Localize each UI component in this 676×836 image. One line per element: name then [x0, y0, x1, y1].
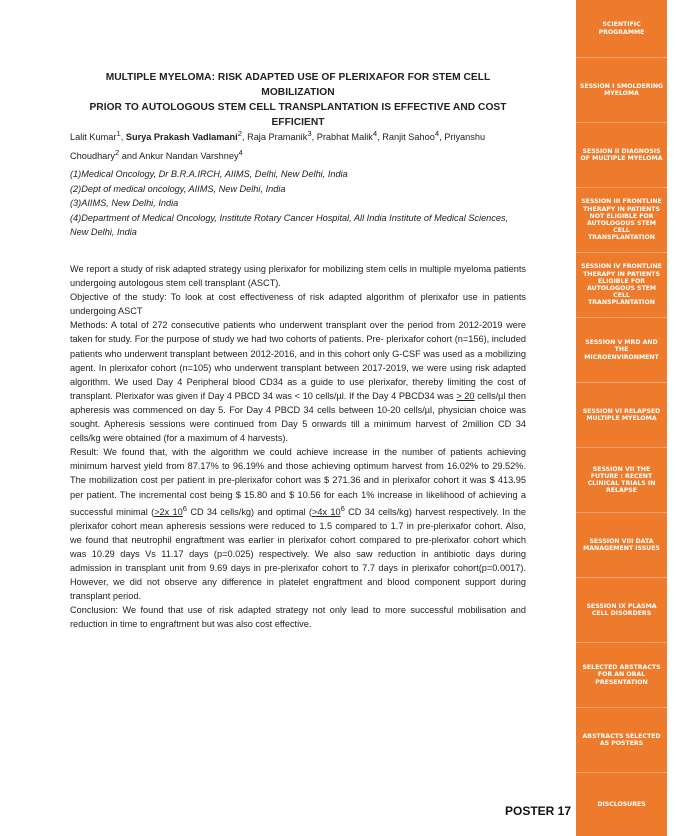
affiliation: (4)Department of Medical Oncology, Institute Rotary Cancer Hospital, All India Institute of Medical Sciences, New Delhi, India — [70, 212, 509, 238]
result-text: CD 34 cells/kg) and optimal ( — [187, 506, 312, 517]
sidebar-item-session-2[interactable] — [576, 123, 667, 188]
result-text: CD 34 cells/kg) harvest respectively. In the plerixafor cohort mean apheresis sessions were reduced to 1.5 compared to 1.7 in pre-plerixafor cohort. Also, we found that neutrophil engraftment was earlier in plerixafor cohort compared to pre-plerixafor cohort which was 10.29 days Vs 11.17 days (p=0.025) respectively. We also saw reduction in antibiotic days during admission in transplant unit from 9.69 days in pre-plerixafor cohort to 7.7 days in plerixafor cohort(p=0.0017). However, we did not observe any difference in platelet engraftment and blood component support during transplant period. — [70, 506, 527, 602]
author-separator: , — [377, 132, 383, 143]
sidebar-item-label: SESSION II DIAGNOSIS OF MULTIPLE MYELOMA — [580, 147, 663, 162]
author-separator: and — [119, 151, 140, 162]
sidebar-item-label: ABSTRACTS SELECTED AS POSTERS — [582, 732, 661, 747]
author-name-presenting: Surya Prakash Vadlamani — [125, 132, 238, 143]
sidebar-item-label: SESSION IX PLASMA CELL DISORDERS — [586, 602, 657, 617]
abstract-title — [70, 70, 526, 130]
author-name: Priyanshu Choudhary — [70, 132, 486, 162]
sidebar-item-label: SESSION IV FRONTLINE THERAPY IN PATIENTS ELIGIBLE FOR AUTOLOGOUS STEM CELL TRANSPLANTATION — [581, 263, 662, 307]
methods-threshold: > 20 — [456, 390, 475, 401]
sidebar-item-label: SESSION I SMOLDERING MYELOMA — [579, 82, 664, 97]
author-name: Ranjit Sahoo — [382, 132, 435, 143]
result-optimal-threshold: >4x 10 — [311, 506, 341, 517]
sidebar-item-session-4[interactable] — [576, 253, 667, 318]
author-name: Lalit Kumar — [70, 132, 117, 143]
section-sidebar — [576, 0, 667, 836]
abstract-body — [70, 262, 526, 632]
methods-text: Methods: A total of 272 consecutive patients who underwent transplant over the period from 2012-2019 were taken for study. For the purpose of study we had two cohorts of patients. Pre- plerixafor cohort (n=156), included patients who underwent transplant between 2012-2016, and in this cohort only G-CSF was used as a mobilizing agent. In plerixafor cohort (n=105) who underwent transplant between 2017-2019, we were using risk adapted algorithm. We used Day 4 Peripheral blood CD34 as a guide to use plerixafor, thereby limiting the cost of transplant. Plerixafor was given if Day 4 PBCD 34 was < 10 cells/µl. If the Day 4 PBCD34 was — [70, 320, 526, 401]
affiliation: (2)Dept of medical oncology, AIIMS, New Delhi, India — [70, 183, 286, 194]
sidebar-item-label: DISCLOSURES — [597, 800, 646, 808]
methods-paragraph — [70, 318, 526, 445]
result-exponent: 6 — [340, 503, 345, 513]
author-affiliation-index: 1 — [116, 129, 121, 138]
author-name: Prabhat Malik — [316, 132, 373, 143]
methods-text: cells/µl then apheresis was commenced on day 5. For Day 4 PBCD 34 cells between 10-20 cells/µl, physician choice was sought. Apheresis sessions were continued from Day 5 onwards till a minimum harvest of 2million CD 34 cells/kg were obtained (for a maximum of 4 harvests). — [70, 390, 526, 444]
result-exponent: 6 — [182, 503, 188, 513]
author-affiliation-index: 2 — [114, 148, 120, 158]
sidebar-item-label: SESSION VI RELAPSED MULTIPLE MYELOMA — [582, 407, 661, 422]
sidebar-item-scientific-programme[interactable] — [576, 0, 667, 58]
title-line-1: MULTIPLE MYELOMA: RISK ADAPTED USE OF PLERIXAFOR FOR STEM CELL MOBILIZATION — [105, 72, 491, 98]
sidebar-item-session-6[interactable] — [576, 383, 667, 448]
author-affiliation-index: 4 — [372, 129, 378, 138]
sidebar-item-label: SESSION III FRONTLINE THERAPY IN PATIENTS NOT ELIGIBLE FOR AUTOLOGOUS STEM CELL TRANSPLANTATION — [581, 198, 662, 242]
poster-number: POSTER 17 — [505, 804, 572, 818]
objective-paragraph: Objective of the study: To look at cost effectiveness of risk adapted algorithm of plerixafor use in patients undergoing ASCT — [70, 292, 526, 317]
author-list — [70, 126, 526, 164]
result-minimal-threshold: >2x 10 — [154, 506, 183, 517]
affiliation: (3)AIIMS, New Delhi, India — [70, 198, 179, 209]
sidebar-item-session-7[interactable] — [576, 448, 667, 513]
affiliation: (1)Medical Oncology, Dr B.R.A.IRCH, AIIMS, Delhi, New Delhi, India — [70, 169, 348, 179]
result-text: Result: We found that, with the algorithm we could achieve increase in the number of patients achieving minimum harvest yield from 87.17% to 96.19% and those achieving optimum harvest from 16.02% to 29.52%. The mobilization cost per patient in pre-plerixafor cohort was $ 271.36 and in plerixafor cohort it was $ 413.95 per patient. The incremental cost being $ 15.80 and $ 10.56 for each 1% increase in likelihood of achieving a successful minimal ( — [70, 447, 526, 517]
conclusion-paragraph: Conclusion: We found that use of risk adapted strategy not only lead to more successful mobilisation and reduction in time to engraftment but was also cost effective. — [70, 605, 526, 630]
intro-paragraph: We report a study of risk adapted strategy using plerixafor for mobilizing stem cells in multiple myeloma patients undergoing autologous stem cell transplant (ASCT). — [70, 264, 526, 289]
sidebar-item-session-9[interactable] — [576, 578, 667, 643]
sidebar-item-disclosures[interactable] — [576, 773, 667, 836]
sidebar-item-session-1[interactable] — [576, 58, 667, 123]
title-line-2: PRIOR TO AUTOLOGOUS STEM CELL TRANSPLANTATION IS EFFECTIVE AND COST EFFICIENT — [89, 102, 507, 128]
sidebar-item-label: SELECTED ABSTRACTS FOR AN ORAL PRESENTATION — [582, 664, 661, 686]
author-affiliation-index: 3 — [307, 129, 312, 138]
result-paragraph — [70, 445, 526, 603]
affiliation-list — [70, 167, 526, 240]
author-affiliation-index: 4 — [238, 148, 243, 158]
author-separator: , — [439, 132, 445, 143]
author-affiliation-index: 2 — [237, 129, 242, 138]
sidebar-item-label: SESSION VIII DATA MANAGEMENT ISSUES — [583, 537, 660, 552]
sidebar-item-session-5[interactable] — [576, 318, 667, 383]
sidebar-item-label: SESSION VII THE FUTURE : RECENT CLINICAL TRIALS IN RELAPSE — [587, 465, 656, 495]
author-separator: , — [120, 132, 126, 143]
author-separator: , — [311, 132, 317, 143]
author-affiliation-index: 4 — [434, 129, 440, 138]
sidebar-item-session-8[interactable] — [576, 513, 667, 578]
author-name: Ankur Nandan Varshney — [139, 151, 239, 162]
sidebar-item-poster-abstracts[interactable] — [576, 708, 667, 773]
abstract-content — [70, 0, 526, 836]
sidebar-item-oral-abstracts[interactable] — [576, 643, 667, 708]
sidebar-item-session-3[interactable] — [576, 188, 667, 253]
author-name: Raja Pramanik — [247, 132, 308, 143]
sidebar-item-label: SCIENTIFIC PROGRAMME — [598, 21, 645, 36]
sidebar-item-label: SESSION V MRD AND THE MICROENVIRONMENT — [584, 339, 659, 361]
author-separator: , — [241, 132, 248, 143]
